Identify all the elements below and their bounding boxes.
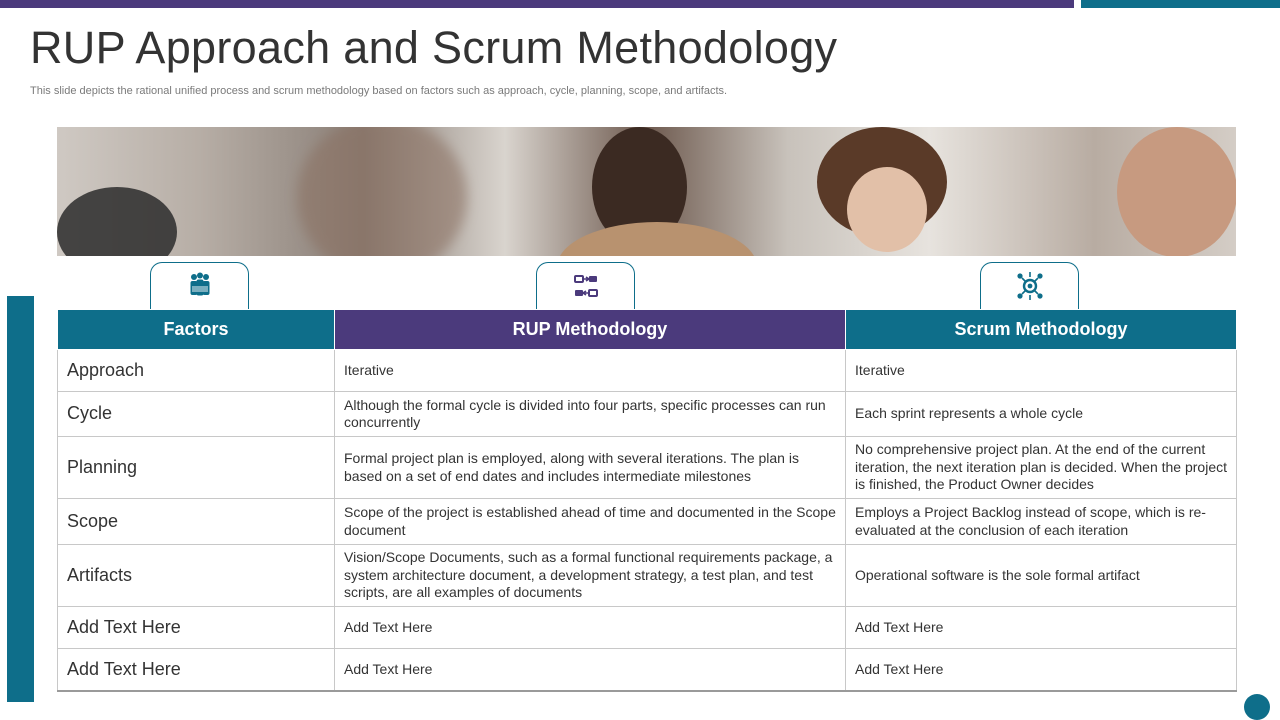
process-flow-icon (570, 270, 602, 302)
table-row (58, 392, 1237, 437)
scrum-cell: Each sprint represents a whole cycle (846, 392, 1237, 437)
top-bar-teal (1081, 0, 1280, 8)
team-photo (57, 127, 1236, 256)
scrum-cell: Add Text Here (846, 649, 1237, 691)
table-row (58, 545, 1237, 607)
header-factors: Factors (58, 310, 335, 350)
rup-cell: Formal project plan is employed, along with several iterations. The plan is based on a set of end dates and includes intermediate milestones (335, 437, 846, 499)
factor-cell: Planning (58, 437, 335, 499)
scrum-cell: Operational software is the sole formal artifact (846, 545, 1237, 607)
rup-cell: Vision/Scope Documents, such as a formal functional requirements package, a system architecture document, a development strategy, a test plan, and test scripts, are all examples of documents (335, 545, 846, 607)
corner-dot (1244, 694, 1270, 720)
factor-cell: Scope (58, 499, 335, 545)
scrum-cell: Add Text Here (846, 607, 1237, 649)
table-row (58, 499, 1237, 545)
factor-cell: Approach (58, 350, 335, 392)
factors-icon-tab (150, 262, 249, 309)
header-rup: RUP Methodology (335, 310, 846, 350)
scrum-icon-tab (980, 262, 1079, 309)
rup-cell: Although the formal cycle is divided into four parts, specific processes can run concurrently (335, 392, 846, 437)
page-subtitle: This slide depicts the rational unified process and scrum methodology based on factors such as approach, cycle, planning, scope, and artifacts. (30, 85, 728, 97)
scrum-cell: Iterative (846, 350, 1237, 392)
top-bar-purple (0, 0, 1074, 8)
comparison-table (57, 309, 1237, 692)
header-scrum: Scrum Methodology (846, 310, 1237, 350)
rup-cell: Add Text Here (335, 649, 846, 691)
factor-cell: Artifacts (58, 545, 335, 607)
factor-cell: Cycle (58, 392, 335, 437)
table-row (58, 607, 1237, 649)
team-icon (184, 270, 216, 302)
table-row (58, 350, 1237, 392)
table-row (58, 437, 1237, 499)
rup-cell: Iterative (335, 350, 846, 392)
page-title: RUP Approach and Scrum Methodology (30, 22, 838, 73)
factor-cell: Add Text Here (58, 607, 335, 649)
scrum-cell: No comprehensive project plan. At the end of the current iteration, the next iteration plan is decided. When the project is finished, the Product Owner decides (846, 437, 1237, 499)
table-header-row (58, 310, 1237, 350)
gear-cycle-icon (1014, 270, 1046, 302)
table-row (58, 649, 1237, 691)
rup-cell: Scope of the project is established ahead of time and documented in the Scope document (335, 499, 846, 545)
left-accent-bar (7, 296, 34, 702)
scrum-cell: Employs a Project Backlog instead of scope, which is re-evaluated at the conclusion of each iteration (846, 499, 1237, 545)
rup-cell: Add Text Here (335, 607, 846, 649)
factor-cell: Add Text Here (58, 649, 335, 691)
rup-icon-tab (536, 262, 635, 309)
